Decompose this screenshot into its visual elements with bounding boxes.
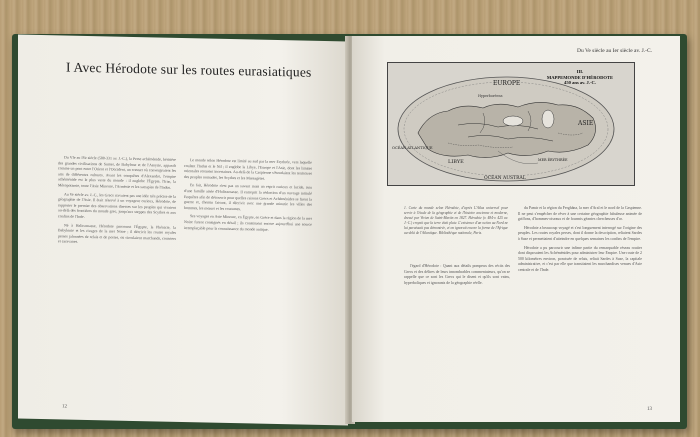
paragraph: du Pamir et la région du Ferghâna, la mer d'Aral et le nord de la Caspienne. Il ne peut s'empêcher de rêver à une certaine géographie fabuleuse animée de griffons, d'hommes-oiseaux et de fourmis géantes chercheuses d'or.	[518, 206, 642, 222]
page-number-right: 13	[647, 407, 652, 412]
left-text-column-1	[58, 155, 176, 410]
map-label-europe: EUROPE	[493, 80, 521, 87]
map-label-hyperboreens: Hyperboréens	[478, 94, 503, 98]
chapter-title: I Avec Hérodote sur les routes eurasiatiques	[66, 59, 312, 80]
paragraph: l'égard d'Hérodote : Quant aux détails pompeux des récits des Grecs et des délires de leurs innombrables commentateurs, qu'on se rappelle que ce sont les Grecs qui le disent et qu'ils sont vains, hyperboliques et ignorants de la géographie réelle.	[404, 264, 510, 285]
map-title-main: MAPPEMONDE D'HÉRODOTE	[546, 74, 614, 80]
paragraph: Né à Halicarnasse, Hérodote parcourut l'Égypte, la Phénicie, la Babylonie et les rivages de la mer Noire ; il décrivit les routes royales perses jalonnées de relais et de postes, où circulaient marchands, courriers et caravanes.	[58, 223, 176, 245]
right-text-column-1	[404, 264, 510, 404]
map-label-ocean-atlantic: OCÉAN ATLANTIQUE	[392, 146, 433, 150]
paragraph: Ses voyages en Asie Mineure, en Égypte, en Grèce et dans la région de la mer Noire furent consignés en détail ; ils constituent encore aujourd'hui une source irremplaçable pour la connaissance du monde antique.	[184, 214, 312, 232]
right-page	[352, 36, 680, 422]
paragraph: Le monde selon Hérodote est limité au sud par la mer Érythrée, vers laquelle coulent l'Indus et le Nil ; il englobe la Libye, l'Europe et l'Asie, dont les limites orientales restaient incertaines. Au-delà de la Caspienne s'étendaient les territoires des peuples nomades, les Scythes et les Massagètes.	[184, 158, 312, 181]
paragraph: Hérodote a pu parcourir une infime partie du remarquable réseau routier dont disposaient les Achéménides pour administrer leur Empire. Une route de 2 500 kilomètres environ, ponctuée de relais, reliait Sardes à Suse, la capitale administrative, et c'est par elle que transitaient les marchandises venues d'Asie centrale et de l'Inde.	[518, 245, 642, 272]
paragraph: Au Ve siècle av. J.-C., les Grecs n'avaient pas une idée très précise de la géographie de l'Asie. Il était réservé à un voyageur curieux, Hérodote, de rapporter le premier des observations directes sur les peuples qui vivaient au-delà des frontières du monde grec, jusqu'aux steppes des Scythes et aux confins de l'Inde.	[58, 192, 176, 219]
map-caption: 1. Carte du monde selon Hérodote, d'après L'Atlas universel pour servir à l'étude de la géographie et de l'histoire ancienne et moderne, dressé par Vivien de Saint-Martin en 1827. Hérodote (v. 484-v. 425 av. J.-C.) croyait que la terre était plate. L'existence d'un océan au Nord ne lui paraissait pas démontrée, et on ignorait encore la forme de l'Afrique au-delà de l'Atlantique. Bibliothèque nationale, Paris.	[404, 206, 508, 235]
paragraph: Hérodote a beaucoup voyagé et s'est longuement interrogé sur l'origine des peuples. Les routes royales perses, dont il donne la description, reliaient Sardes à Suse et permettaient d'atteindre en quelques semaines les confins de l'empire.	[518, 225, 642, 241]
right-text-column-2	[518, 206, 642, 406]
map-label-libya: LIBYE	[448, 159, 464, 165]
map-plate-number: III.	[576, 69, 584, 74]
map-label-asia: ASIE	[578, 120, 594, 127]
left-text-column-2	[184, 158, 312, 411]
herodotus-world-map	[387, 62, 635, 186]
map-title	[540, 69, 620, 86]
paragraph: En fait, Hérodote n'est pas un savant mais un esprit curieux et lucide, issu d'une famille aisée d'Halicarnasse. Il entreprit la rédaction d'un ouvrage intitulé Enquêtes afin de découvrir pour quelles raisons Grecs et Achéménides se firent la guerre et, chemin faisant, il décrivit avec une grande minutie les villes des hommes, les mœurs et les coutumes.	[184, 183, 312, 211]
running-head: Du Ve siècle au Ier siècle av. J.-C.	[577, 48, 652, 54]
map-label-ocean-austral: OCÉAN AUSTRAL	[484, 176, 526, 181]
page-number-left: 12	[62, 404, 67, 410]
map-label-mer-erythree: MER ÉRYTHRÉE	[538, 158, 568, 162]
left-page	[18, 35, 348, 426]
paragraph: Du VIe au IVe siècle (580-331 av. J.-C.), la Perse achéménide, héritière des grandes civilisations de Sumer, de Babylone et de l'Assyrie, apparaît comme un pont entre l'Orient et l'Occident, un creuset où convergeaient les arts de différentes cultures. Avant les conquêtes d'Alexandre, l'empire achéménide est le plus vaste du monde : il englobe l'Égypte, l'Iran, la Mésopotamie, toute l'Asie Mineure, l'Arménie et les satrapies de l'Indus.	[58, 155, 176, 190]
map-title-date: 450 ans av. J.-C.	[564, 80, 596, 85]
